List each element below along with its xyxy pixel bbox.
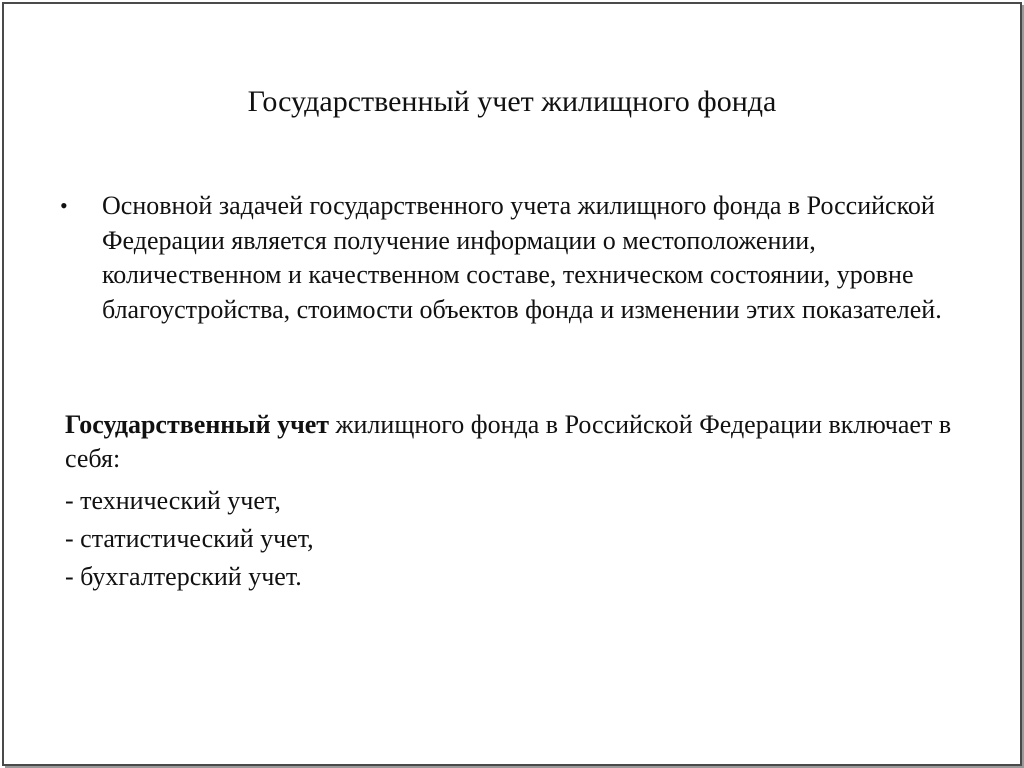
summary-text: жилищного фонда в Российской Федерации включает в себя: [65,410,952,473]
list-item-statistical: - статистический учет, [65,524,314,553]
summary-paragraph [65,408,965,476]
bullet-marker: • [60,193,68,218]
accounting-types-list [65,484,314,598]
list-item-accounting: - бухгалтерский учет. [65,562,302,591]
bullet-item [60,189,960,327]
summary-bold-text: Государственный учет [65,410,330,439]
list-item-technical: - технический учет, [65,486,281,515]
bullet-text: Основной задачей государственного учета жилищного фонда в Российской Федерации является получение информации о местоположении, количественном и качественном составе, техническом состоянии, уровне благоустройства, стоимости объектов фонда и изменении этих показателей. [102,191,942,324]
slide-title: Государственный учет жилищного фонда [247,85,777,118]
slide [2,2,1022,766]
